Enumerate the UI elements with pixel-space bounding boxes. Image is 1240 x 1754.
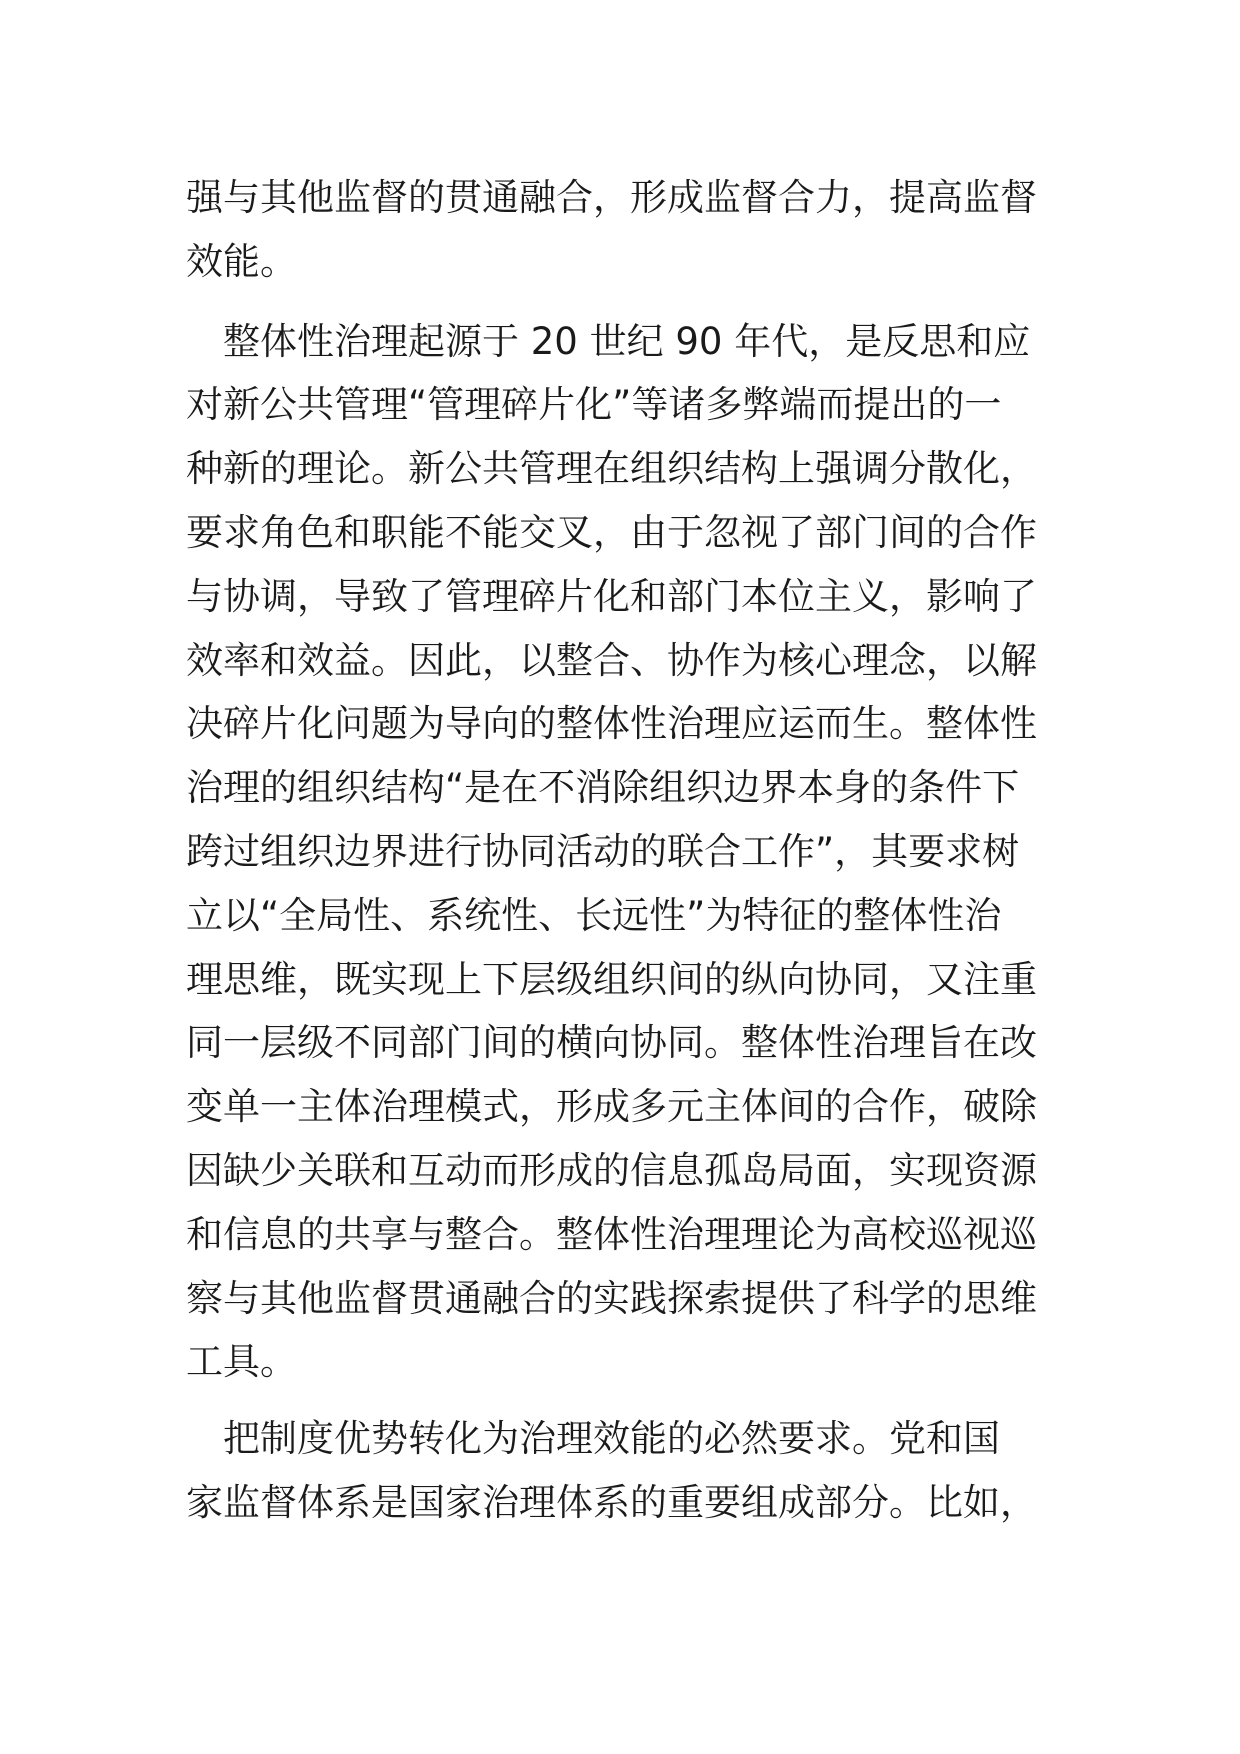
paragraph-1: 强与其他监督的贯通融合，形成监督合力，提高监督 效能。 bbox=[186, 176, 1037, 283]
paragraph-2: 整体性治理起源于 20 世纪 90 年代，是反思和应 对新公共管理“管理碎片化”等诸多弊端而提出的一 种新的理论。新公共管理在组织结构上强调分散化， 要求角色和职能不能交叉，由于忽视了部门间的合作 与协调，导致了管理碎片化和部门本位主义，影响了 效率和效益。因此，以整合、协作为核心理念，以解 决碎片化问题为导向的整体性治理应运而生。整体性 治理的组织结构“是在不消除组织边界本身的条件下 跨过组织边界进行协同活动的联合工作”，其要求树 立以“全局性、系统性、长远性”为特征的整体性治 理思维，既实现上下层级组织间的纵向协同，又注重 同一层级不同部门间的横向协同。整体性治理旨在改 变单一主体治理模式，形成多元主体间的合作，破除 因缺少关联和互动而形成的信息孤岛局面，实现资源 和信息的共享与整合。整体性治理理论为高校巡视巡 察与其他监督贯通融合的实践探索提供了科学的思维 工具。 bbox=[186, 319, 1037, 1384]
document-body bbox=[186, 166, 1056, 1535]
paragraph-3: 把制度优势转化为治理效能的必然要求。党和国 家监督体系是国家治理体系的重要组成部分。比如， bbox=[186, 1417, 1037, 1524]
